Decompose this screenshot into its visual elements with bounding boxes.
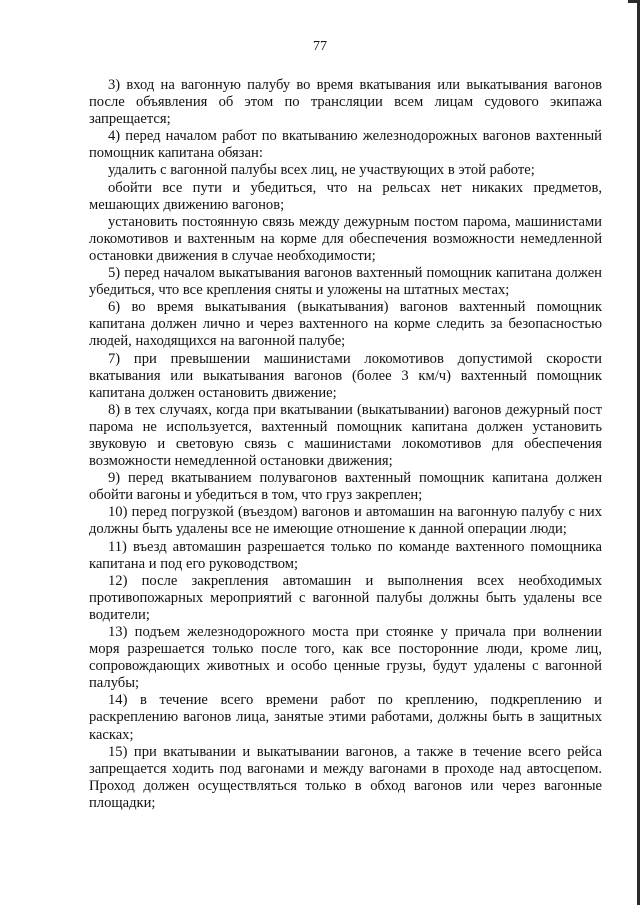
paragraph-4-item-remove-persons: удалить с вагонной палубы всех лиц, не участвующих в этой работе; bbox=[108, 162, 535, 179]
paragraph-4-item-inspect-tracks: обойти все пути и убедиться, что на рельсах нет никаких предметов, мешающих движению вагонов; bbox=[89, 179, 602, 213]
paragraph-7: 7) при превышении машинистами локомотивов допустимой скорости вкатывания или выкатывания вагонов (более 3 км/ч) вахтенный помощник капитана должен остановить движение; bbox=[89, 350, 602, 401]
paragraph-10: 10) перед погрузкой (въездом) вагонов и автомашин на вагонную палубу с них должны быть удалены все не имеющие отношение к данной операции люди; bbox=[89, 504, 602, 538]
paragraph-13: 13) подъем железнодорожного моста при стоянке у причала при волнении моря разрешается только после того, как все посторонние люди, кроме лиц, сопровождающих животных и особо ценные грузы, будут удалены с вагонной палубы; bbox=[89, 624, 602, 692]
paragraph-3: 3) вход на вагонную палубу во время вкатывания или выкатывания вагонов после объявления об этом по трансляции всем лицам судового экипажа запрещается; bbox=[89, 77, 602, 128]
paragraph-9: 9) перед вкатыванием полувагонов вахтенный помощник капитана должен обойти вагоны и убедиться в том, что груз закреплен; bbox=[89, 470, 602, 504]
paragraph-4: 4) перед началом работ по вкатыванию железнодорожных вагонов вахтенный помощник капитана обязан: bbox=[89, 128, 602, 162]
paragraph-5: 5) перед началом выкатывания вагонов вахтенный помощник капитана должен убедиться, что все крепления сняты и уложены на штатных местах; bbox=[89, 265, 602, 299]
paragraph-4-item-establish-communication: установить постоянную связь между дежурным постом парома, машинистами локомотивов и вахтенным на корме для обеспечения возможности немедленной остановки движения в случае необходимости; bbox=[89, 213, 602, 264]
paragraph-6: 6) во время выкатывания (выкатывания) вагонов вахтенный помощник капитана должен лично и через вахтенного на корме следить за безопасностью людей, находящихся на вагонной палубе; bbox=[89, 299, 602, 350]
paragraph-12: 12) после закрепления автомашин и выполнения всех необходимых противопожарных мероприятий с вагонной палубы должны быть удалены все водители; bbox=[89, 572, 602, 623]
paragraph-8: 8) в тех случаях, когда при вкатывании (выкатывании) вагонов дежурный пост парома не используется, вахтенный помощник капитана должен установить звуковую и световую связь с машинистами локомотивов для обеспечения возможности немедленной остановки движения; bbox=[89, 401, 602, 470]
paragraph-11: 11) въезд автомашин разрешается только по команде вахтенного помощника капитана и под его руководством; bbox=[89, 538, 602, 572]
document-body bbox=[89, 77, 602, 812]
paragraph-15: 15) при вкатывании и выкатывании вагонов, а также в течение всего рейса запрещается ходить под вагонами и между вагонами в проходе над автосцепом. Проход должен осуществляться только в обход вагонов или через вагонные площадки; bbox=[89, 743, 602, 811]
paragraph-14: 14) в течение всего времени работ по креплению, подкреплению и раскреплению вагонов лица, занятые этими работами, должны быть в защитных касках; bbox=[89, 692, 602, 743]
page-number: 77 bbox=[313, 39, 327, 54]
